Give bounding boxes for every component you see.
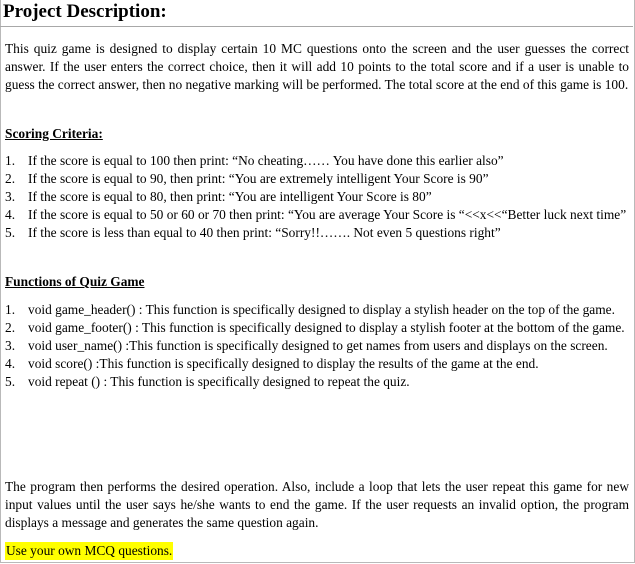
list-number: 2. (5, 171, 16, 186)
closing-paragraph: The program then performs the desired operation. Also, include a loop that lets the user repeat this game for new input values until the user says he/she wants to end the game. If the user requests an invalid option, the program displays a message and generates the same question again. (5, 479, 629, 530)
list-item-text: If the score is less than equal to 40 then print: “Sorry!!……. Not even 5 questions right” (28, 225, 501, 240)
list-item (5, 355, 629, 373)
list-number: 1. (5, 153, 16, 168)
list-number: 5. (5, 225, 16, 240)
list-number: 1. (5, 302, 16, 317)
list-item (5, 337, 629, 355)
list-number: 2. (5, 320, 16, 335)
list-item-text: void repeat () : This function is specifically designed to repeat the quiz. (28, 374, 410, 389)
list-item (5, 319, 629, 337)
list-number: 3. (5, 189, 16, 204)
page-title: Project Description: (3, 1, 167, 22)
list-item (5, 224, 629, 242)
list-number: 4. (5, 356, 16, 371)
list-number: 4. (5, 207, 16, 222)
list-item (5, 152, 629, 170)
list-item-text: If the score is equal to 50 or 60 or 70 then print: “You are average Your Score is “<<x<<“Better luck next time” (28, 207, 627, 222)
list-item (5, 373, 629, 391)
highlighted-note: Use your own MCQ questions. (6, 543, 173, 558)
list-item-text: If the score is equal to 90, then print: “You are extremely intelligent Your Score is 90” (28, 171, 489, 186)
list-item-text: If the score is equal to 80, then print: “You are intelligent Your Score is 80” (28, 189, 432, 204)
scoring-criteria-heading: Scoring Criteria: (5, 126, 103, 141)
list-item-text: void user_name() :This function is specifically designed to get names from users and displays on the screen. (28, 338, 608, 353)
list-number: 3. (5, 338, 16, 353)
intro-paragraph: This quiz game is designed to display certain 10 MC questions onto the screen and the user guesses the correct answer. If the user enters the correct choice, then it will add 10 points to the total score and if a user is unable to guess the correct answer, then no negative marking will be performed. The total score at the end of this game is 100. (5, 41, 629, 92)
heading-divider (0, 26, 633, 27)
functions-heading: Functions of Quiz Game (5, 274, 145, 289)
list-item (5, 188, 629, 206)
list-item (5, 301, 629, 319)
functions-list (5, 301, 629, 391)
list-item-text: void game_footer() : This function is specifically designed to display a stylish footer at the bottom of the game. (28, 320, 625, 335)
list-item (5, 170, 629, 188)
list-item (5, 206, 629, 224)
list-item-text: void score() :This function is specifically designed to display the results of the game at the end. (28, 356, 539, 371)
list-number: 5. (5, 374, 16, 389)
list-item-text: If the score is equal to 100 then print: “No cheating…… You have done this earlier also” (28, 153, 504, 168)
scoring-criteria-list (5, 152, 629, 242)
list-item-text: void game_header() : This function is specifically designed to display a stylish header on the top of the game. (28, 302, 615, 317)
